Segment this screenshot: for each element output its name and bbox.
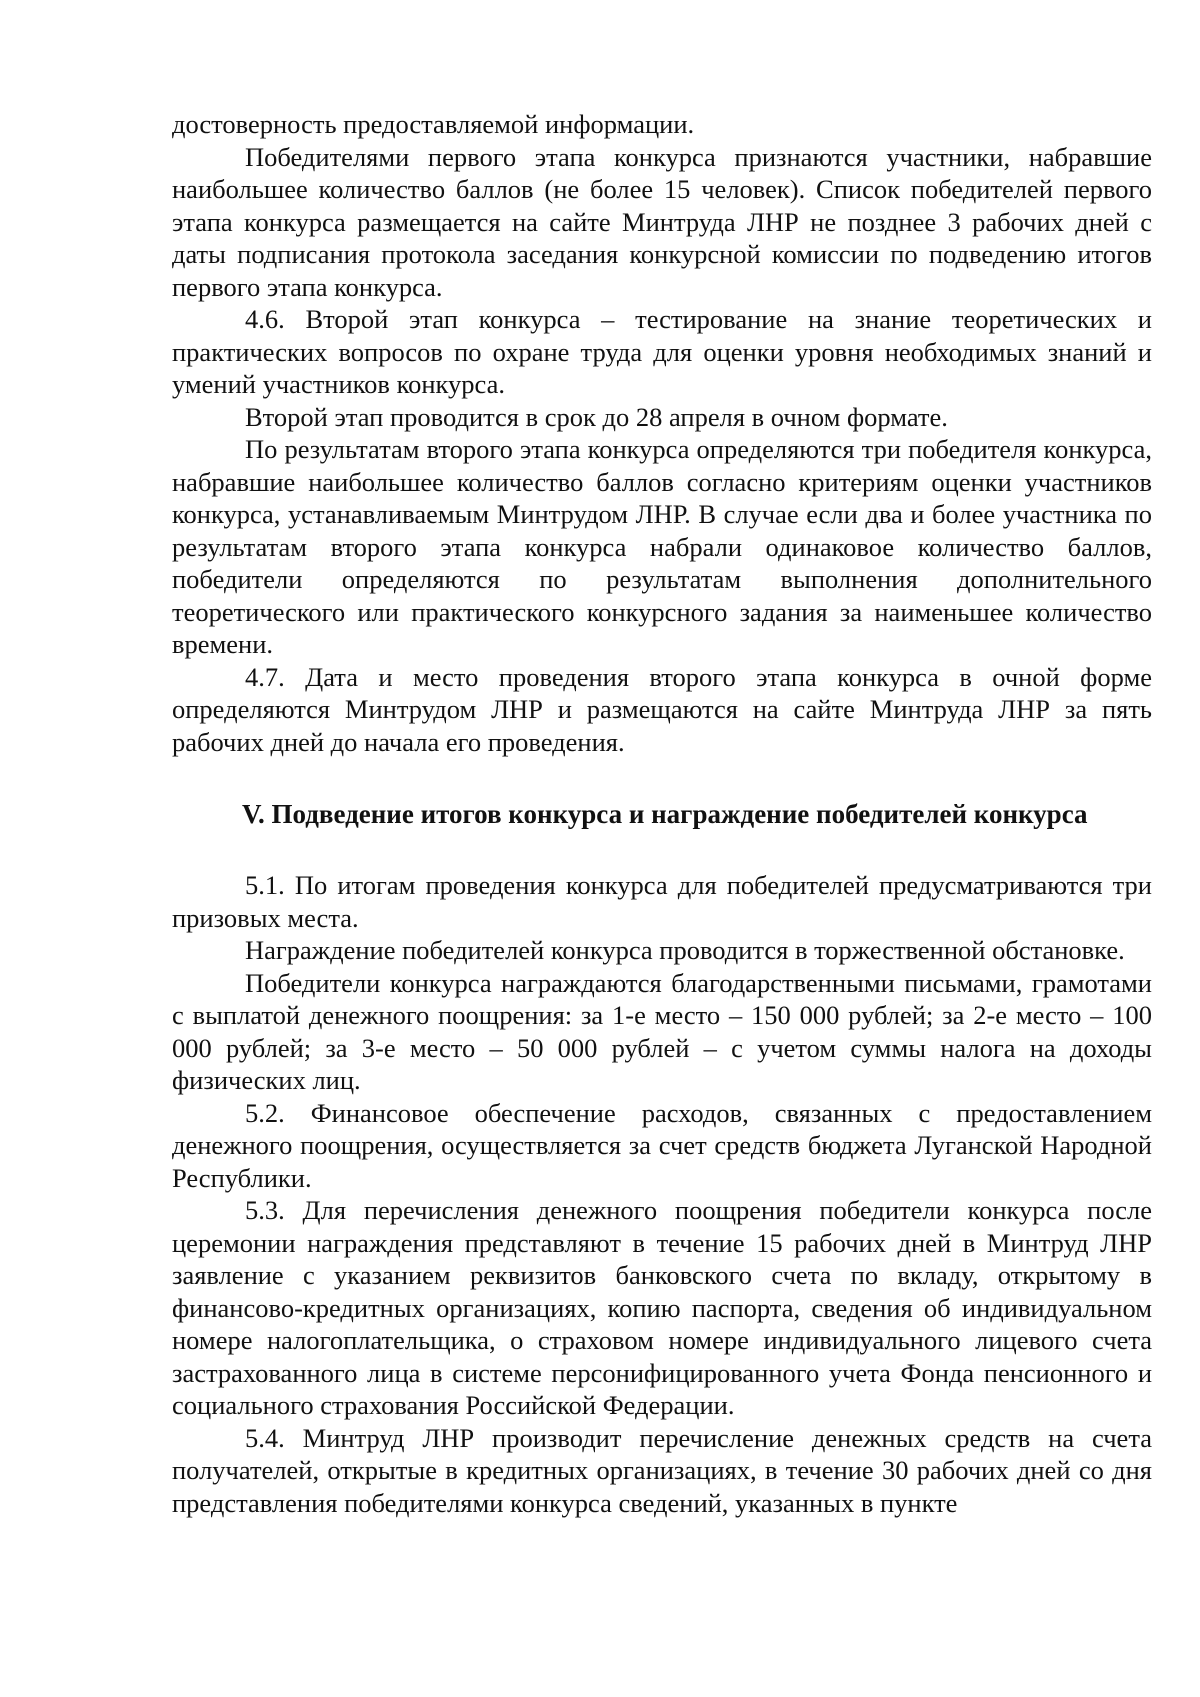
paragraph-4-6: 4.6. Второй этап конкурса – тестирование на знание теоретических и практических вопросов по охране труда для оценки уровня необходимых знаний и умений участников конкурса. [172, 304, 1152, 399]
section-heading: V. Подведение итогов конкурса и награждение победителей конкурса [242, 799, 1088, 829]
paragraph-first-stage-winners: Победителями первого этапа конкурса признаются участники, набравшие наибольшее количество баллов (не более 15 человек). Список победителей первого этапа конкурса размещается на сайте Минтруда ЛНР не позднее 3 рабочих дней с даты подписания протокола заседания конкурсной комиссии по подведению итогов первого этапа конкурса. [172, 141, 1152, 302]
paragraph-4-7: 4.7. Дата и место проведения второго этапа конкурса в очной форме определяются Минтрудом ЛНР и размещаются на сайте Минтруда ЛНР за пять рабочих дней до начала его проведения. [172, 661, 1152, 757]
paragraph-awarding: Награждение победителей конкурса проводится в торжественной обстановке. [245, 935, 1125, 965]
paragraph-second-stage-results: По результатам второго этапа конкурса определяются три победителя конкурса, набравшие наибольшее количество баллов согласно критериям оценки участников конкурса, устанавливаемым Минтрудом ЛНР. В случае если два и более участника по результатам второго этапа конкурса набрали одинаковое количество баллов, победители определяются по результатам выполнения дополнительного теоретического или практического конкурсного задания за наименьшее количество времени. [172, 434, 1152, 659]
paragraph-5-4: 5.4. Минтруд ЛНР производит перечисление денежных средств на счета получателей, открытые в кредитных организациях, в течение 30 рабочих дней со дня представления победителями конкурса сведений, указанных в пункте [172, 1422, 1152, 1518]
document-body [172, 108, 1152, 1519]
paragraph-5-2: 5.2. Финансовое обеспечение расходов, связанных с предоставлением денежного поощрения, осуществляется за счет средств бюджета Луганской Народной Республики. [172, 1097, 1152, 1193]
paragraph-prizes: Победители конкурса награждаются благодарственными письмами, грамотами с выплатой денежного поощрения: за 1-е место – 150 000 рублей; за 2-е место – 100 000 рублей; за 3-е место – 50 000 рублей – с учетом суммы налога на доходы физических лиц. [172, 967, 1152, 1095]
paragraph-5-1: 5.1. По итогам проведения конкурса для победителей предусматриваются три призовых места. [172, 870, 1152, 933]
paragraph-continuation: достоверность предоставляемой информации. [172, 109, 695, 139]
paragraph-5-3: 5.3. Для перечисления денежного поощрения победители конкурса после церемонии награждения представляют в течение 15 рабочих дней в Минтруд ЛНР заявление с указанием реквизитов банковского счета по вкладу, открытому в финансово-кредитных организациях, копию паспорта, сведения об индивидуальном номере налогоплательщика, о страховом номере индивидуального лицевого счета застрахованного лица в системе персонифицированного учета Фонда пенсионного и социального страхования Российской Федерации. [172, 1195, 1152, 1420]
paragraph-second-stage-deadline: Второй этап проводится в срок до 28 апреля в очном формате. [245, 401, 948, 432]
